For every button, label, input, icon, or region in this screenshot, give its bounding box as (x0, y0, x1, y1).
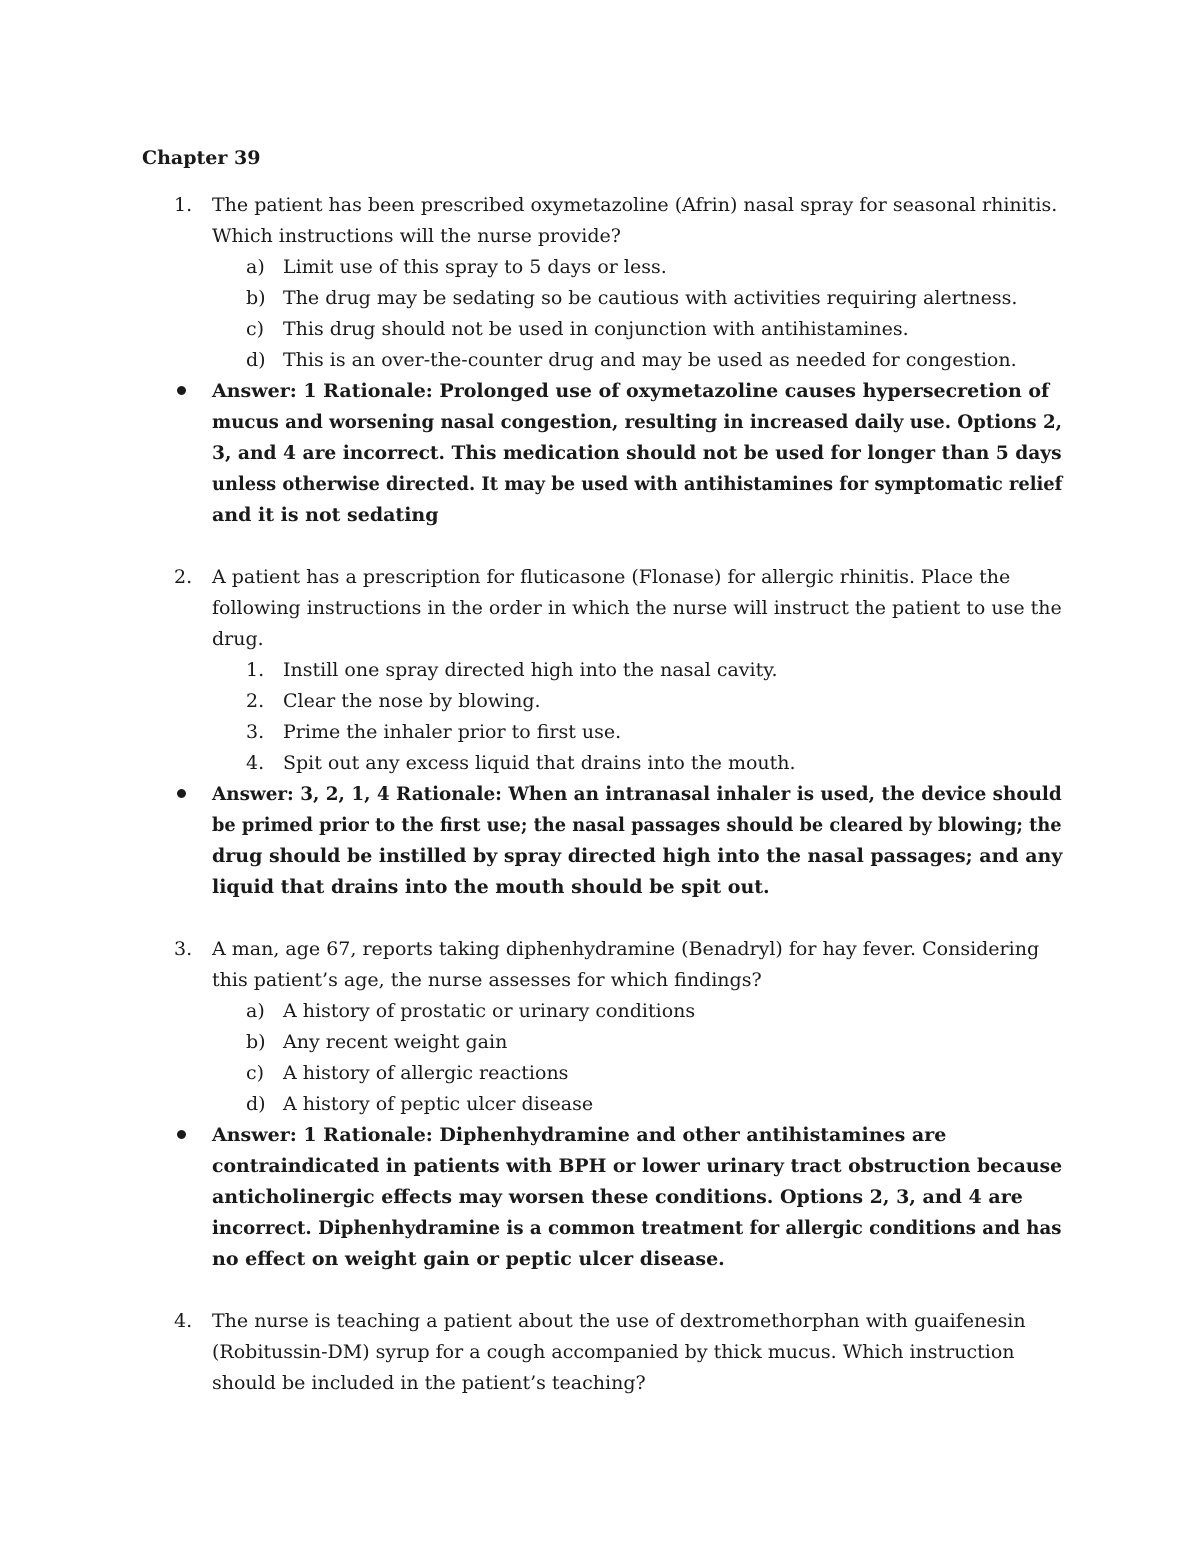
option-label: 3. (246, 721, 265, 743)
option-label: c) (246, 318, 265, 340)
answer-line: mucus and worsening nasal congestion, resulting in increased daily use. Options 2, (212, 411, 1062, 433)
option-label: 1. (246, 659, 265, 681)
option-text: Limit use of this spray to 5 days or less. (283, 256, 667, 278)
answer-line: drug should be instilled by spray directed high into the nasal passages; and any (212, 845, 1063, 867)
option-text: Clear the nose by blowing. (283, 690, 541, 712)
option-label: d) (246, 349, 266, 371)
option-label: a) (246, 256, 265, 278)
option-text: Instill one spray directed high into the nasal cavity. (283, 659, 778, 681)
option-text: A history of peptic ulcer disease (283, 1093, 594, 1115)
answer-line: and it is not sedating (212, 504, 439, 526)
question-stem-line: drug. (212, 628, 264, 650)
answer-line: liquid that drains into the mouth should be spit out. (212, 876, 770, 898)
option-label: b) (246, 1031, 266, 1053)
question-stem-line: The patient has been prescribed oxymetazoline (Afrin) nasal spray for seasonal rhinitis. (212, 194, 1058, 216)
answer-line: Answer: 1 Rationale: Diphenhydramine and other antihistamines are (212, 1124, 947, 1146)
answer-line: contraindicated in patients with BPH or lower urinary tract obstruction because (212, 1155, 1063, 1177)
answer-line: Answer: 3, 2, 1, 4 Rationale: When an intranasal inhaler is used, the device should (212, 783, 1062, 805)
question-stem-line: A man, age 67, reports taking diphenhydramine (Benadryl) for hay fever. Considering (212, 938, 1040, 960)
option-label: 4. (246, 752, 265, 774)
answer-line: Answer: 1 Rationale: Prolonged use of oxymetazoline causes hypersecretion of (212, 380, 1050, 402)
question-stem-line: Which instructions will the nurse provide? (212, 225, 621, 247)
bullet-icon (177, 789, 186, 798)
option-label: b) (246, 287, 266, 309)
bullet-icon (177, 386, 186, 395)
option-text: A history of allergic reactions (283, 1062, 569, 1084)
option-text: The drug may be sedating so be cautious with activities requiring alertness. (283, 287, 1018, 309)
question-stem-line: this patient’s age, the nurse assesses for which findings? (212, 969, 762, 991)
answer-line: anticholinergic effects may worsen these conditions. Options 2, 3, and 4 are (212, 1186, 1023, 1208)
question-stem-line: A patient has a prescription for fluticasone (Flonase) for allergic rhinitis. Place the (212, 566, 1011, 588)
option-text: Spit out any excess liquid that drains into the mouth. (283, 752, 796, 774)
option-label: 2. (246, 690, 265, 712)
answer-line: be primed prior to the first use; the nasal passages should be cleared by blowing; the (212, 814, 1062, 836)
question-number: 4. (174, 1310, 193, 1332)
bullet-icon (177, 1130, 186, 1139)
option-label: d) (246, 1093, 266, 1115)
option-label: a) (246, 1000, 265, 1022)
question-number: 2. (174, 566, 193, 588)
option-text: Prime the inhaler prior to first use. (283, 721, 622, 743)
question-stem-line: should be included in the patient’s teaching? (212, 1372, 646, 1394)
answer-line: no effect on weight gain or peptic ulcer disease. (212, 1248, 725, 1270)
question-stem-line: The nurse is teaching a patient about the use of dextromethorphan with guaifenesin (212, 1310, 1026, 1332)
option-label: c) (246, 1062, 265, 1084)
question-stem-line: (Robitussin-DM) syrup for a cough accompanied by thick mucus. Which instruction (212, 1341, 1015, 1363)
answer-line: incorrect. Diphenhydramine is a common treatment for allergic conditions and has (212, 1217, 1062, 1239)
option-text: Any recent weight gain (283, 1031, 508, 1053)
option-text: This is an over-the-counter drug and may be used as needed for congestion. (283, 349, 1017, 371)
answer-line: 3, and 4 are incorrect. This medication should not be used for longer than 5 days (212, 442, 1062, 464)
chapter-title: Chapter 39 (142, 147, 261, 169)
question-number: 1. (174, 194, 193, 216)
question-stem-line: following instructions in the order in which the nurse will instruct the patient to use the (212, 597, 1062, 619)
option-text: A history of prostatic or urinary conditions (283, 1000, 696, 1022)
option-text: This drug should not be used in conjunction with antihistamines. (283, 318, 909, 340)
answer-line: unless otherwise directed. It may be used with antihistamines for symptomatic relief (212, 473, 1063, 495)
question-number: 3. (174, 938, 193, 960)
